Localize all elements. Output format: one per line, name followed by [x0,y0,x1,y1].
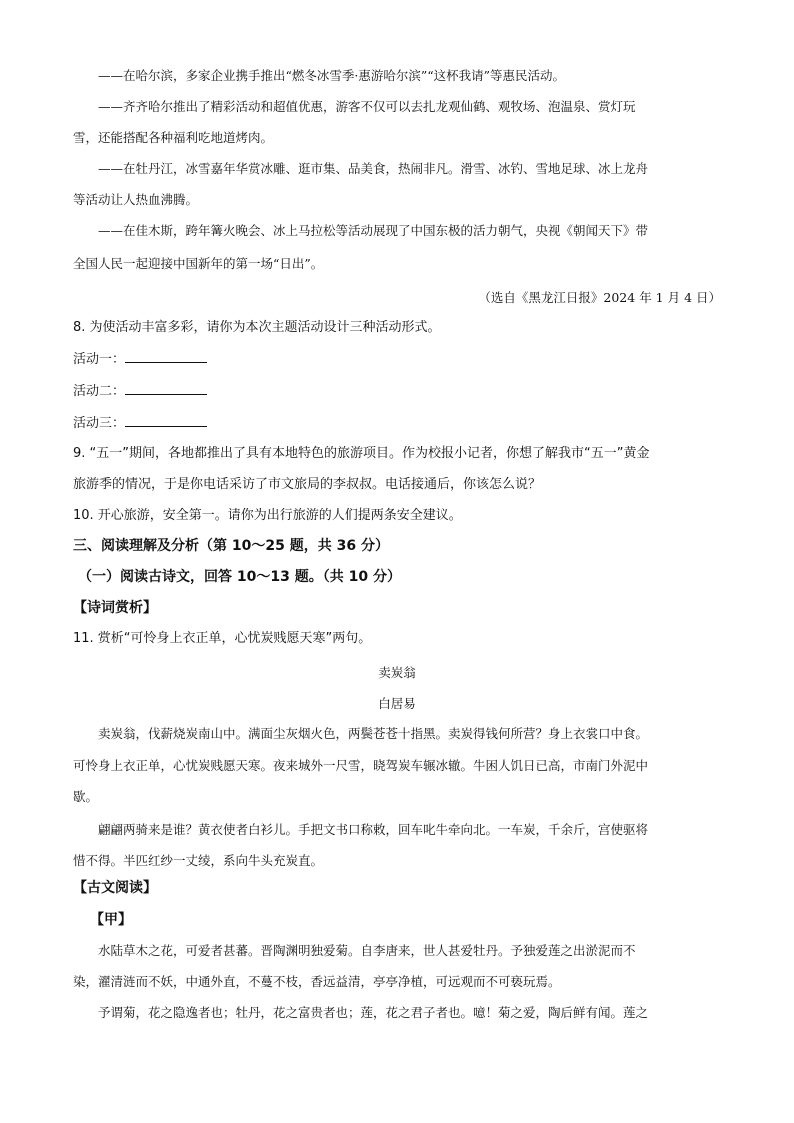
classical-p1-line2: 染，濯清涟而不妖，中通外直，不蔓不枝，香远益清，亭亭净植，可远观而不可亵玩焉。 [73,974,561,989]
question-8: 8. 为使活动丰富多彩，请你为本次主题活动设计三种活动形式。 [73,320,441,335]
classical-p1-line1: 水陆草木之花，可爱者甚蕃。晋陶渊明独爱菊。自李唐来，世人甚爱牡丹。予独爱莲之出淤泥而不 [98,943,636,958]
activity-2 [73,382,207,400]
news-source: （选自《黑龙江日报》2024 年 1 月 4 日） [478,290,721,305]
poem-stanza1-line3: 歇。 [73,789,99,804]
activity-1 [73,350,207,368]
classical-label: 【古文阅读】 [73,880,157,896]
poem-author: 白居易 [378,696,416,711]
news-paragraph-qiqihar-line2: 雪，还能搭配各种福利吃地道烤肉。 [73,130,274,145]
activity-1-label: 活动一： [73,352,126,367]
poem-stanza2-line1: 翩翩两骑来是谁？黄衣使者白衫儿。手把文书口称敕，回车叱牛牵向北。一车炭，千余斤，宫使驱将 [98,822,649,837]
poem-stanza1-line1: 卖炭翁，伐薪烧炭南山中。满面尘灰烟火色，两鬓苍苍十指黑。卖炭得钱何所营？身上衣裳口中食。 [98,726,649,741]
question-9-line2: 旅游季的情况，于是你电话采访了市文旅局的李叔叔。电话接通后，你该怎么说？ [73,477,542,492]
news-paragraph-qiqihar-line1: ——齐齐哈尔推出了精彩活动和超值优惠，游客不仅可以去扎龙观仙鹤、观牧场、泡温泉、赏灯玩 [98,99,636,114]
question-10: 10. 开心旅游，安全第一。请你为出行旅游的人们提两条安全建议。 [73,508,462,523]
text-jia-label: 【甲】 [90,912,132,928]
question-11: 11. 赏析“可怜身上衣正单，心忧炭贱愿天寒”两句。 [73,631,372,646]
poem-title: 卖炭翁 [378,665,416,680]
question-9-line1: 9. “五一”期间，各地都推出了具有本地特色的旅游项目。作为校报小记者，你想了解我市“五一”黄金 [73,446,650,461]
poetry-label: 【诗词赏析】 [73,600,157,616]
classical-p2-line1: 予谓菊，花之隐逸者也；牡丹，花之富贵者也；莲，花之君子者也。噫！菊之爱，陶后鲜有闻。莲之 [98,1005,649,1020]
news-paragraph-mudanjiang-line1: ——在牡丹江，冰雪嘉年华赏冰雕、逛市集、品美食，热闹非凡。滑雪、冰钓、雪地足球、冰上龙舟 [98,161,649,176]
news-paragraph-jiamusi-line1: ——在佳木斯，跨年篝火晚会、冰上马拉松等活动展现了中国东极的活力朝气，央视《朝闻天下》带 [98,223,649,238]
activity-1-blank[interactable] [125,350,207,363]
activity-3 [73,414,207,432]
activity-3-label: 活动三： [73,416,126,431]
activity-2-label: 活动二： [73,384,126,399]
activity-2-blank[interactable] [125,382,207,395]
activity-3-blank[interactable] [125,414,207,427]
news-paragraph-mudanjiang-line2: 等活动让人热血沸腾。 [73,192,199,207]
news-paragraph-jiamusi-line2: 全国人民一起迎接中国新年的第一场“日出”。 [73,256,324,271]
subsection-1-heading: （一）阅读古诗文，回答 10～13 题。（共 10 分） [78,569,401,585]
news-paragraph-harbin: ——在哈尔滨，多家企业携手推出“燃冬冰雪季·惠游哈尔滨”“这杯我请”等惠民活动。 [98,68,566,83]
section-3-heading: 三、阅读理解及分析（第 10～25 题，共 36 分） [73,538,389,554]
poem-stanza2-line2: 惜不得。半匹红纱一丈绫，系向牛头充炭直。 [73,853,324,868]
poem-stanza1-line2: 可怜身上衣正单，心忧炭贱愿天寒。夜来城外一尺雪，晓驾炭车辗冰辙。牛困人饥日已高，市南门外泥中 [73,758,649,773]
